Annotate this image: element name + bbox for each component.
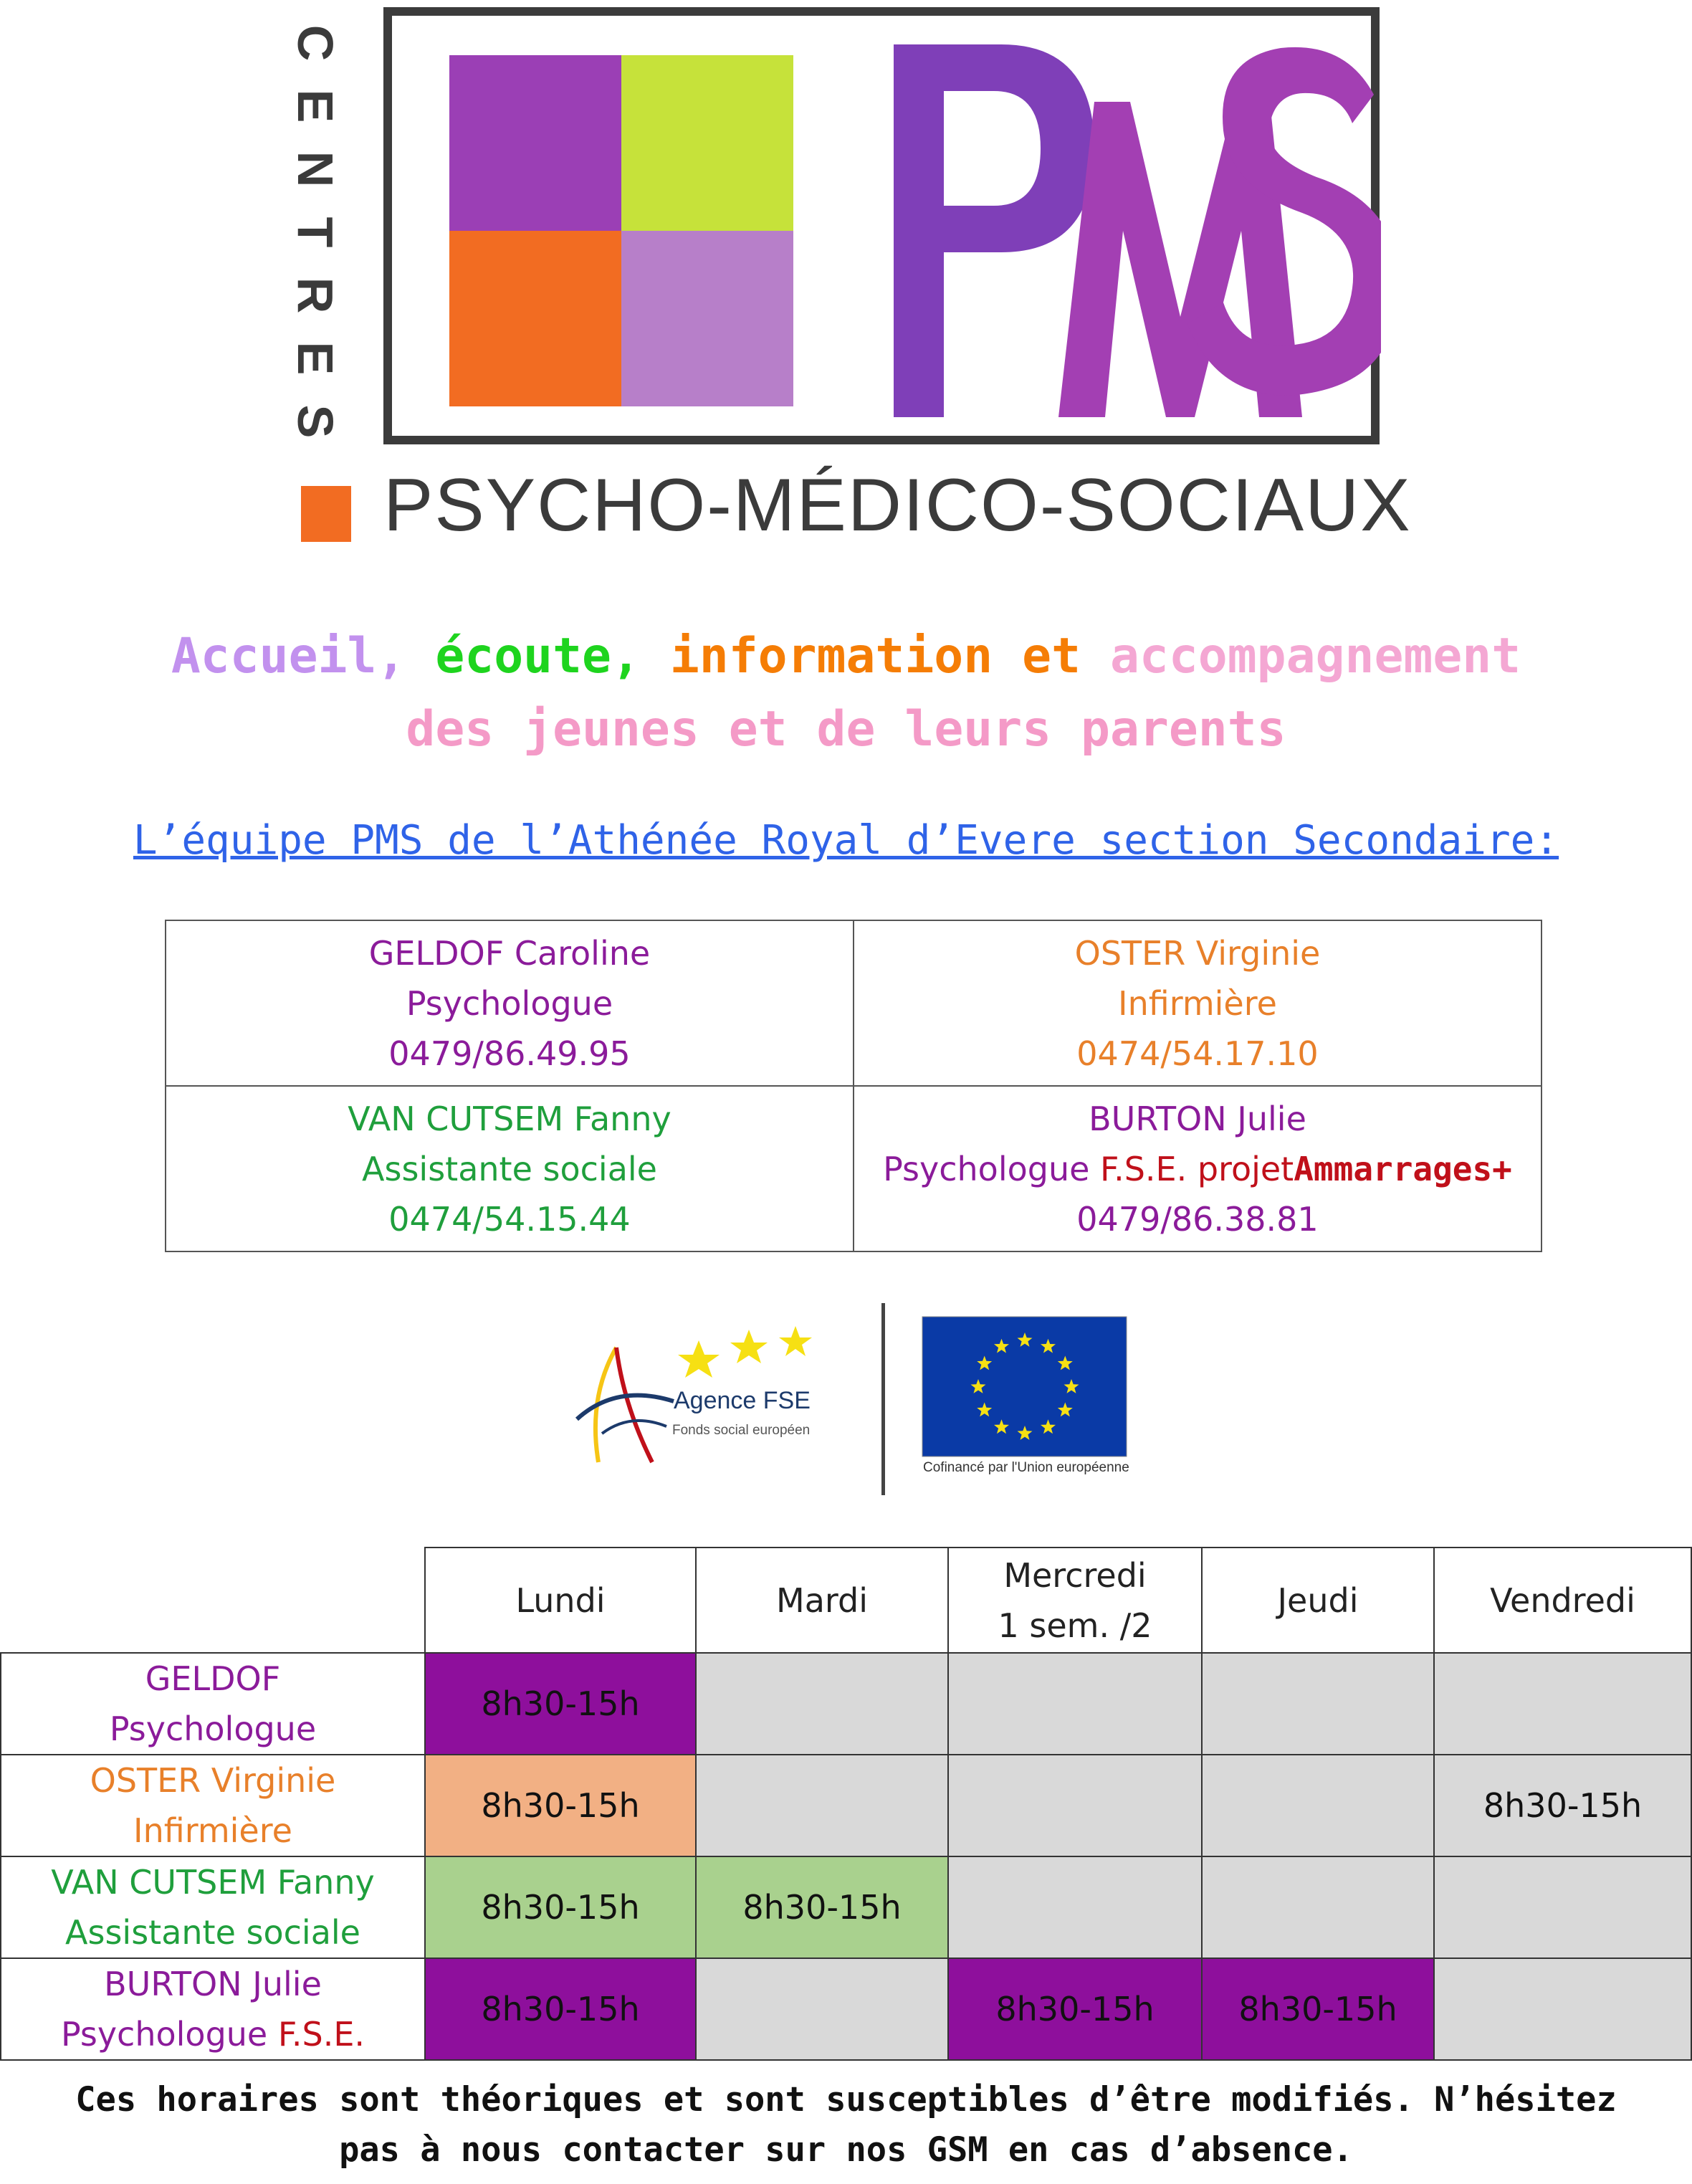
schedule-person-name: BURTON Julie (104, 1965, 322, 2003)
star-icon (678, 1340, 720, 1378)
star-icon (730, 1330, 768, 1363)
eu-caption: Cofinancé par l'Union européenne (923, 1460, 1129, 1475)
schedule-person-role: Psychologue (109, 1709, 317, 1748)
team-title: L’équipe PMS de l’Athénée Royal d’Evere section Secondaire: (133, 817, 1559, 864)
member-name: GELDOF Caroline (368, 933, 651, 973)
schedule-person-role: Psychologue F.S.E. (60, 2015, 365, 2054)
fse-subtitle: Fonds social européen (672, 1423, 811, 1438)
logo-pms-letters (879, 16, 1381, 446)
day-header-mardi: Mardi (696, 1548, 948, 1653)
member-name: VAN CUTSEM Fanny (348, 1099, 671, 1138)
schedule-person (1, 1653, 425, 1755)
schedule-cell (948, 1653, 1202, 1755)
schedule-table (0, 1547, 1692, 2061)
member-name: BURTON Julie (1089, 1099, 1306, 1138)
schedule-body (1, 1653, 1691, 2060)
team-member-burton (854, 1086, 1542, 1251)
schedule-person (1, 1856, 425, 1958)
day-header-note: 1 sem. /2 (998, 1606, 1152, 1645)
schedule-cell (1202, 1653, 1434, 1755)
schedule-person-role: Assistante sociale (65, 1913, 360, 1952)
footer-line2: pas à nous contacter sur nos GSM en cas d’absence. (339, 2130, 1353, 2170)
tagline-word: accompagnement (1109, 628, 1521, 685)
member-role: Assistante sociale (362, 1149, 657, 1188)
schedule-person-name: OSTER Virginie (90, 1761, 336, 1800)
schedule-cell: 8h30-15h (425, 1856, 696, 1958)
schedule-cell (696, 1755, 948, 1856)
schedule-corner (1, 1548, 425, 1653)
day-header-mercredi (948, 1548, 1202, 1653)
member-phone: 0474/54.15.44 (388, 1199, 631, 1239)
schedule-cell (1434, 1653, 1691, 1755)
schedule-cell: 8h30-15h (696, 1856, 948, 1958)
schedule-cell: 8h30-15h (425, 1958, 696, 2060)
tagline-word: écoute, (435, 628, 641, 685)
footer-note (0, 2075, 1692, 2175)
member-phone: 0479/86.38.81 (1076, 1199, 1319, 1239)
logo-divider (881, 1303, 885, 1495)
schedule-person-role: Infirmière (133, 1811, 292, 1850)
member-role: Psychologue (406, 983, 613, 1023)
schedule-person (1, 1958, 425, 2060)
schedule-cell (696, 1653, 948, 1755)
schedule-cell: 8h30-15h (425, 1653, 696, 1755)
member-role-fse: F.S.E. (1100, 1149, 1187, 1188)
day-header-label: Mercredi (1003, 1555, 1147, 1595)
member-role (855, 1144, 1540, 1194)
member-phone: 0474/54.17.10 (1076, 1034, 1319, 1073)
schedule-person (1, 1755, 425, 1856)
schedule-cell: 8h30-15h (1434, 1755, 1691, 1856)
logo-side-letter: C (287, 24, 343, 62)
member-role-prefix: Psychologue (883, 1149, 1090, 1188)
day-header-jeudi: Jeudi (1202, 1548, 1434, 1653)
logo-square-lime (621, 55, 793, 231)
tagline (0, 620, 1692, 766)
schedule-cell (948, 1755, 1202, 1856)
logo-side-letter: E (287, 89, 343, 123)
schedule-person-name: GELDOF (145, 1659, 281, 1698)
team-member-van-cutsem (166, 1086, 854, 1251)
logo-square-purple (449, 55, 621, 231)
logo-square-lilac (621, 231, 793, 406)
member-role: Infirmière (1118, 983, 1277, 1023)
logo-square-orange (449, 231, 621, 406)
schedule-row (1, 1653, 1691, 1755)
schedule-cell (1434, 1856, 1691, 1958)
team-member-oster (854, 920, 1542, 1086)
member-project-name: Ammarrages+ (1294, 1149, 1512, 1188)
member-name: OSTER Virginie (1074, 933, 1321, 973)
footer-line1: Ces horaires sont théoriques et sont susceptibles d’être modifiés. N’hésitez (75, 2080, 1617, 2119)
schedule-row (1, 1958, 1691, 2060)
team-table (165, 920, 1542, 1252)
schedule-cell: 8h30-15h (948, 1958, 1202, 2060)
tagline-line2: des jeunes et de leurs parents (406, 701, 1286, 758)
logo-side-letter: R (287, 277, 343, 314)
eu-flag-icon (921, 1315, 1129, 1473)
tagline-word: information (669, 628, 993, 685)
schedule-cell: 8h30-15h (1202, 1958, 1434, 2060)
tagline-word: et (1022, 628, 1081, 685)
day-header-lundi: Lundi (425, 1548, 696, 1653)
logo-side-letter: T (287, 216, 343, 248)
logo-orange-marker (301, 486, 351, 542)
pms-logo (287, 0, 1412, 559)
team-member-geldof (166, 920, 854, 1086)
member-phone: 0479/86.49.95 (388, 1034, 631, 1073)
logo-side-letter: N (287, 151, 343, 188)
fse-name: Agence FSE (674, 1387, 811, 1414)
logo-subtitle: PSYCHO-MÉDICO-SOCIAUX (383, 464, 1412, 547)
tagline-line1 (0, 620, 1692, 693)
logo-side-letter: E (287, 341, 343, 376)
logo-side-letter: S (287, 404, 343, 439)
day-header-vendredi: Vendredi (1434, 1548, 1691, 1653)
logo-frame (383, 7, 1380, 444)
member-role-projet: projet (1197, 1149, 1294, 1188)
tagline-word: Accueil, (171, 628, 406, 685)
schedule-cell: 8h30-15h (425, 1755, 696, 1856)
schedule-cell (1202, 1755, 1434, 1856)
schedule-cell (1202, 1856, 1434, 1958)
star-icon (779, 1326, 812, 1356)
schedule-row (1, 1856, 1691, 1958)
schedule-cell (696, 1958, 948, 2060)
schedule-person-name: VAN CUTSEM Fanny (51, 1863, 375, 1902)
schedule-cell (1434, 1958, 1691, 2060)
schedule-row (1, 1755, 1691, 1856)
schedule-person-role-fse: F.S.E. (267, 2015, 365, 2054)
schedule-cell (948, 1856, 1202, 1958)
